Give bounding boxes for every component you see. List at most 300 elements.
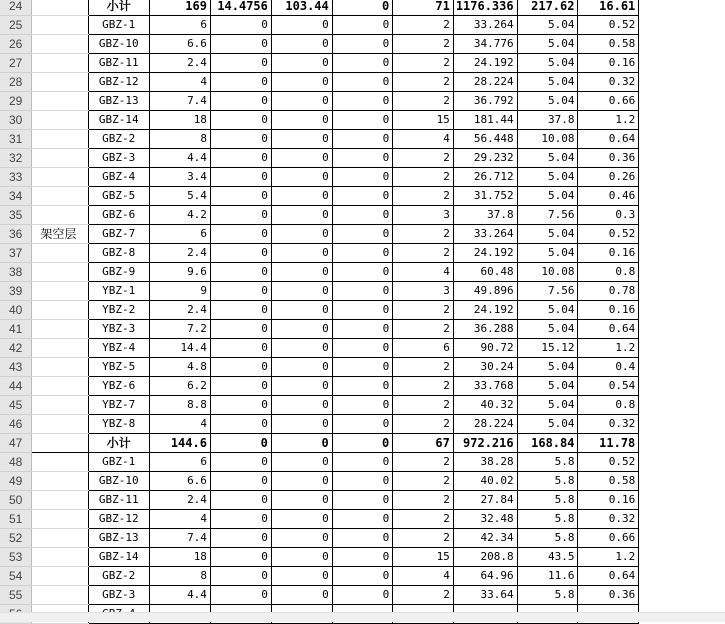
group-cell[interactable] <box>32 244 89 263</box>
value-cell[interactable]: 24.192 <box>453 244 517 263</box>
value-cell[interactable]: 0 <box>332 263 392 282</box>
component-name-cell[interactable]: GBZ-11 <box>89 491 150 510</box>
value-cell[interactable]: 0.3 <box>578 206 639 225</box>
empty-cell[interactable] <box>639 491 725 510</box>
value-cell[interactable]: 0 <box>210 244 271 263</box>
value-cell[interactable]: 0 <box>332 358 392 377</box>
value-cell[interactable]: 29.232 <box>453 149 517 168</box>
value-cell[interactable]: 0 <box>332 377 392 396</box>
value-cell[interactable]: 0.66 <box>578 92 639 111</box>
value-cell[interactable]: 5.04 <box>517 225 578 244</box>
component-name-cell[interactable]: YBZ-6 <box>89 377 150 396</box>
value-cell[interactable]: 71 <box>393 0 454 16</box>
group-cell[interactable] <box>32 282 89 301</box>
row-number-header[interactable]: 30 <box>0 111 32 130</box>
value-cell[interactable]: 2.4 <box>150 301 211 320</box>
value-cell[interactable]: 0 <box>271 339 332 358</box>
component-name-cell[interactable]: GBZ-12 <box>89 73 150 92</box>
value-cell[interactable]: 5.8 <box>517 472 578 491</box>
value-cell[interactable]: 5.04 <box>517 244 578 263</box>
row-number-header[interactable]: 45 <box>0 396 32 415</box>
value-cell[interactable]: 4 <box>150 415 211 434</box>
value-cell[interactable]: 0 <box>271 187 332 206</box>
group-cell[interactable] <box>32 149 89 168</box>
value-cell[interactable]: 5.04 <box>517 168 578 187</box>
value-cell[interactable]: 0.58 <box>578 35 639 54</box>
empty-cell[interactable] <box>639 73 725 92</box>
value-cell[interactable]: 8 <box>150 567 211 586</box>
value-cell[interactable]: 0 <box>210 54 271 73</box>
value-cell[interactable]: 2 <box>393 358 454 377</box>
component-name-cell[interactable]: GBZ-12 <box>89 510 150 529</box>
empty-cell[interactable] <box>639 16 725 35</box>
group-cell[interactable] <box>32 130 89 149</box>
group-cell[interactable] <box>32 111 89 130</box>
value-cell[interactable]: 40.32 <box>453 396 517 415</box>
value-cell[interactable]: 6 <box>150 16 211 35</box>
value-cell[interactable]: 0 <box>271 529 332 548</box>
empty-cell[interactable] <box>639 225 725 244</box>
value-cell[interactable]: 18 <box>150 548 211 567</box>
row-number-header[interactable]: 24 <box>0 0 32 16</box>
value-cell[interactable]: 8 <box>150 130 211 149</box>
row-number-header[interactable]: 32 <box>0 149 32 168</box>
value-cell[interactable]: 0.16 <box>578 54 639 73</box>
value-cell[interactable]: 14.4756 <box>210 0 271 16</box>
empty-cell[interactable] <box>639 301 725 320</box>
value-cell[interactable]: 0 <box>210 491 271 510</box>
value-cell[interactable]: 2 <box>393 187 454 206</box>
component-name-cell[interactable]: GBZ-8 <box>89 244 150 263</box>
value-cell[interactable]: 5.8 <box>517 510 578 529</box>
value-cell[interactable]: 16.61 <box>578 0 639 16</box>
value-cell[interactable]: 0.16 <box>578 244 639 263</box>
component-name-cell[interactable]: GBZ-13 <box>89 92 150 111</box>
value-cell[interactable]: 0.64 <box>578 320 639 339</box>
value-cell[interactable]: 1.2 <box>578 548 639 567</box>
component-name-cell[interactable]: GBZ-2 <box>89 567 150 586</box>
empty-cell[interactable] <box>639 206 725 225</box>
value-cell[interactable]: 0 <box>210 320 271 339</box>
horizontal-scrollbar[interactable] <box>0 612 725 622</box>
value-cell[interactable]: 0 <box>271 491 332 510</box>
value-cell[interactable]: 5.8 <box>517 491 578 510</box>
empty-cell[interactable] <box>639 282 725 301</box>
value-cell[interactable]: 0 <box>332 339 392 358</box>
value-cell[interactable]: 0 <box>210 339 271 358</box>
value-cell[interactable]: 24.192 <box>453 54 517 73</box>
value-cell[interactable]: 0.32 <box>578 73 639 92</box>
group-cell[interactable] <box>32 263 89 282</box>
row-number-header[interactable]: 27 <box>0 54 32 73</box>
value-cell[interactable]: 90.72 <box>453 339 517 358</box>
value-cell[interactable]: 0.64 <box>578 130 639 149</box>
value-cell[interactable]: 0 <box>332 301 392 320</box>
value-cell[interactable]: 2 <box>393 149 454 168</box>
value-cell[interactable]: 5.04 <box>517 320 578 339</box>
component-name-cell[interactable]: YBZ-7 <box>89 396 150 415</box>
value-cell[interactable]: 0 <box>271 415 332 434</box>
value-cell[interactable]: 0 <box>332 244 392 263</box>
row-number-header[interactable]: 50 <box>0 491 32 510</box>
value-cell[interactable]: 0 <box>210 16 271 35</box>
value-cell[interactable]: 0.16 <box>578 301 639 320</box>
value-cell[interactable]: 0 <box>332 206 392 225</box>
value-cell[interactable]: 33.264 <box>453 225 517 244</box>
value-cell[interactable]: 3.4 <box>150 168 211 187</box>
value-cell[interactable]: 5.04 <box>517 187 578 206</box>
value-cell[interactable]: 36.288 <box>453 320 517 339</box>
value-cell[interactable]: 5.4 <box>150 187 211 206</box>
value-cell[interactable]: 0 <box>332 282 392 301</box>
value-cell[interactable]: 7.4 <box>150 92 211 111</box>
value-cell[interactable]: 6 <box>150 225 211 244</box>
value-cell[interactable]: 0 <box>271 434 332 453</box>
value-cell[interactable]: 0 <box>210 472 271 491</box>
group-cell[interactable] <box>32 339 89 358</box>
component-name-cell[interactable]: YBZ-1 <box>89 282 150 301</box>
value-cell[interactable]: 64.96 <box>453 567 517 586</box>
component-name-cell[interactable]: 小计 <box>89 434 150 453</box>
value-cell[interactable]: 43.5 <box>517 548 578 567</box>
component-name-cell[interactable]: 小计 <box>89 0 150 16</box>
value-cell[interactable]: 0 <box>332 510 392 529</box>
value-cell[interactable]: 0 <box>332 529 392 548</box>
value-cell[interactable]: 168.84 <box>517 434 578 453</box>
group-cell[interactable] <box>32 73 89 92</box>
value-cell[interactable]: 33.64 <box>453 586 517 605</box>
value-cell[interactable]: 0 <box>271 358 332 377</box>
value-cell[interactable]: 217.62 <box>517 0 578 16</box>
value-cell[interactable]: 2 <box>393 491 454 510</box>
component-name-cell[interactable]: GBZ-10 <box>89 472 150 491</box>
value-cell[interactable]: 0 <box>271 320 332 339</box>
value-cell[interactable]: 11.6 <box>517 567 578 586</box>
value-cell[interactable]: 5.04 <box>517 396 578 415</box>
value-cell[interactable]: 0 <box>210 282 271 301</box>
value-cell[interactable]: 0 <box>332 168 392 187</box>
group-cell[interactable] <box>32 396 89 415</box>
value-cell[interactable]: 0 <box>271 282 332 301</box>
value-cell[interactable]: 0.26 <box>578 168 639 187</box>
row-number-header[interactable]: 35 <box>0 206 32 225</box>
value-cell[interactable]: 0 <box>332 225 392 244</box>
value-cell[interactable]: 8.8 <box>150 396 211 415</box>
value-cell[interactable]: 5.04 <box>517 92 578 111</box>
value-cell[interactable]: 0 <box>271 567 332 586</box>
value-cell[interactable]: 56.448 <box>453 130 517 149</box>
row-number-header[interactable]: 39 <box>0 282 32 301</box>
value-cell[interactable]: 169 <box>150 0 211 16</box>
group-cell[interactable] <box>32 510 89 529</box>
value-cell[interactable]: 5.04 <box>517 54 578 73</box>
value-cell[interactable]: 0 <box>210 434 271 453</box>
empty-cell[interactable] <box>639 168 725 187</box>
value-cell[interactable]: 0 <box>332 0 392 16</box>
value-cell[interactable]: 0 <box>210 301 271 320</box>
value-cell[interactable]: 0 <box>210 73 271 92</box>
value-cell[interactable]: 0 <box>332 73 392 92</box>
group-cell[interactable] <box>32 358 89 377</box>
row-number-header[interactable]: 49 <box>0 472 32 491</box>
value-cell[interactable]: 0 <box>332 415 392 434</box>
component-name-cell[interactable]: GBZ-11 <box>89 54 150 73</box>
group-label-cell[interactable]: 架空层 <box>32 225 89 244</box>
component-name-cell[interactable]: GBZ-3 <box>89 586 150 605</box>
value-cell[interactable]: 0 <box>271 35 332 54</box>
value-cell[interactable]: 0 <box>332 586 392 605</box>
value-cell[interactable]: 4.4 <box>150 586 211 605</box>
value-cell[interactable]: 2 <box>393 529 454 548</box>
value-cell[interactable]: 0.8 <box>578 263 639 282</box>
value-cell[interactable]: 60.48 <box>453 263 517 282</box>
value-cell[interactable]: 4.2 <box>150 206 211 225</box>
value-cell[interactable]: 7.2 <box>150 320 211 339</box>
value-cell[interactable]: 0.36 <box>578 586 639 605</box>
value-cell[interactable]: 0.52 <box>578 225 639 244</box>
value-cell[interactable]: 5.04 <box>517 377 578 396</box>
value-cell[interactable]: 0 <box>271 453 332 472</box>
value-cell[interactable]: 28.224 <box>453 73 517 92</box>
value-cell[interactable]: 0.8 <box>578 396 639 415</box>
group-cell[interactable] <box>32 434 89 453</box>
value-cell[interactable]: 0 <box>332 396 392 415</box>
value-cell[interactable]: 38.28 <box>453 453 517 472</box>
value-cell[interactable]: 0 <box>271 586 332 605</box>
value-cell[interactable]: 10.08 <box>517 263 578 282</box>
value-cell[interactable]: 2 <box>393 54 454 73</box>
empty-cell[interactable] <box>639 263 725 282</box>
value-cell[interactable]: 0.58 <box>578 472 639 491</box>
empty-cell[interactable] <box>639 320 725 339</box>
value-cell[interactable]: 2 <box>393 16 454 35</box>
row-number-header[interactable]: 52 <box>0 529 32 548</box>
component-name-cell[interactable]: YBZ-2 <box>89 301 150 320</box>
value-cell[interactable]: 0 <box>271 16 332 35</box>
value-cell[interactable]: 0.32 <box>578 415 639 434</box>
value-cell[interactable]: 0 <box>332 320 392 339</box>
value-cell[interactable]: 0 <box>271 225 332 244</box>
value-cell[interactable]: 0 <box>332 54 392 73</box>
empty-cell[interactable] <box>639 453 725 472</box>
group-cell[interactable] <box>32 586 89 605</box>
value-cell[interactable]: 49.896 <box>453 282 517 301</box>
empty-cell[interactable] <box>639 149 725 168</box>
value-cell[interactable]: 7.56 <box>517 282 578 301</box>
value-cell[interactable]: 0.52 <box>578 16 639 35</box>
group-cell[interactable] <box>32 472 89 491</box>
component-name-cell[interactable]: GBZ-9 <box>89 263 150 282</box>
group-cell[interactable] <box>32 377 89 396</box>
value-cell[interactable]: 0 <box>332 130 392 149</box>
value-cell[interactable]: 181.44 <box>453 111 517 130</box>
value-cell[interactable]: 0.16 <box>578 491 639 510</box>
value-cell[interactable]: 2 <box>393 244 454 263</box>
value-cell[interactable]: 5.04 <box>517 301 578 320</box>
row-number-header[interactable]: 28 <box>0 73 32 92</box>
value-cell[interactable]: 0 <box>210 206 271 225</box>
value-cell[interactable]: 5.04 <box>517 358 578 377</box>
value-cell[interactable]: 0 <box>210 168 271 187</box>
empty-cell[interactable] <box>639 339 725 358</box>
value-cell[interactable]: 30.24 <box>453 358 517 377</box>
value-cell[interactable]: 0 <box>210 548 271 567</box>
value-cell[interactable]: 0 <box>210 92 271 111</box>
value-cell[interactable]: 2 <box>393 73 454 92</box>
value-cell[interactable]: 0 <box>271 548 332 567</box>
value-cell[interactable]: 144.6 <box>150 434 211 453</box>
group-cell[interactable] <box>32 187 89 206</box>
value-cell[interactable]: 4 <box>150 73 211 92</box>
value-cell[interactable]: 0 <box>210 263 271 282</box>
row-number-header[interactable]: 48 <box>0 453 32 472</box>
component-name-cell[interactable]: GBZ-10 <box>89 35 150 54</box>
row-number-header[interactable]: 43 <box>0 358 32 377</box>
group-cell[interactable] <box>32 567 89 586</box>
value-cell[interactable]: 33.768 <box>453 377 517 396</box>
component-name-cell[interactable]: GBZ-6 <box>89 206 150 225</box>
row-number-header[interactable]: 26 <box>0 35 32 54</box>
value-cell[interactable]: 5.8 <box>517 529 578 548</box>
value-cell[interactable]: 6 <box>393 339 454 358</box>
value-cell[interactable]: 0 <box>271 396 332 415</box>
group-cell[interactable] <box>32 35 89 54</box>
value-cell[interactable]: 1.2 <box>578 111 639 130</box>
value-cell[interactable]: 0.66 <box>578 529 639 548</box>
value-cell[interactable]: 6 <box>150 453 211 472</box>
group-cell[interactable] <box>32 301 89 320</box>
value-cell[interactable]: 34.776 <box>453 35 517 54</box>
value-cell[interactable]: 2 <box>393 453 454 472</box>
empty-cell[interactable] <box>639 567 725 586</box>
component-name-cell[interactable]: GBZ-3 <box>89 149 150 168</box>
value-cell[interactable]: 0 <box>271 73 332 92</box>
component-name-cell[interactable]: YBZ-8 <box>89 415 150 434</box>
value-cell[interactable]: 27.84 <box>453 491 517 510</box>
row-number-header[interactable]: 33 <box>0 168 32 187</box>
value-cell[interactable]: 6.6 <box>150 35 211 54</box>
value-cell[interactable]: 7.4 <box>150 529 211 548</box>
value-cell[interactable]: 0 <box>332 149 392 168</box>
value-cell[interactable]: 0 <box>271 377 332 396</box>
row-number-header[interactable]: 55 <box>0 586 32 605</box>
value-cell[interactable]: 0 <box>210 225 271 244</box>
value-cell[interactable]: 67 <box>393 434 454 453</box>
value-cell[interactable]: 6.6 <box>150 472 211 491</box>
value-cell[interactable]: 0 <box>332 472 392 491</box>
row-number-header[interactable]: 44 <box>0 377 32 396</box>
value-cell[interactable]: 5.04 <box>517 415 578 434</box>
value-cell[interactable]: 0 <box>210 149 271 168</box>
value-cell[interactable]: 2 <box>393 415 454 434</box>
group-cell[interactable] <box>32 453 89 472</box>
value-cell[interactable]: 0 <box>210 453 271 472</box>
component-name-cell[interactable]: GBZ-1 <box>89 453 150 472</box>
value-cell[interactable]: 2 <box>393 35 454 54</box>
group-cell[interactable] <box>32 491 89 510</box>
value-cell[interactable]: 0 <box>210 396 271 415</box>
value-cell[interactable]: 4.4 <box>150 149 211 168</box>
value-cell[interactable]: 2.4 <box>150 244 211 263</box>
group-cell[interactable] <box>32 168 89 187</box>
value-cell[interactable]: 0.4 <box>578 358 639 377</box>
value-cell[interactable]: 2 <box>393 320 454 339</box>
row-number-header[interactable]: 29 <box>0 92 32 111</box>
component-name-cell[interactable]: GBZ-7 <box>89 225 150 244</box>
value-cell[interactable]: 37.8 <box>517 111 578 130</box>
value-cell[interactable]: 11.78 <box>578 434 639 453</box>
value-cell[interactable]: 0 <box>210 529 271 548</box>
value-cell[interactable]: 5.8 <box>517 586 578 605</box>
row-number-header[interactable]: 37 <box>0 244 32 263</box>
value-cell[interactable]: 0 <box>210 35 271 54</box>
value-cell[interactable]: 2 <box>393 301 454 320</box>
value-cell[interactable]: 0 <box>332 92 392 111</box>
value-cell[interactable]: 28.224 <box>453 415 517 434</box>
value-cell[interactable]: 36.792 <box>453 92 517 111</box>
value-cell[interactable]: 0 <box>332 35 392 54</box>
value-cell[interactable]: 208.8 <box>453 548 517 567</box>
value-cell[interactable]: 2.4 <box>150 491 211 510</box>
value-cell[interactable]: 0 <box>332 567 392 586</box>
value-cell[interactable]: 2 <box>393 168 454 187</box>
component-name-cell[interactable]: GBZ-2 <box>89 130 150 149</box>
value-cell[interactable]: 5.04 <box>517 35 578 54</box>
value-cell[interactable]: 15 <box>393 111 454 130</box>
value-cell[interactable]: 3 <box>393 206 454 225</box>
empty-cell[interactable] <box>639 472 725 491</box>
value-cell[interactable]: 6.2 <box>150 377 211 396</box>
value-cell[interactable]: 0 <box>210 415 271 434</box>
value-cell[interactable]: 33.264 <box>453 16 517 35</box>
value-cell[interactable]: 4.8 <box>150 358 211 377</box>
value-cell[interactable]: 0 <box>210 187 271 206</box>
value-cell[interactable]: 0.32 <box>578 510 639 529</box>
row-number-header[interactable]: 36 <box>0 225 32 244</box>
value-cell[interactable]: 0 <box>271 206 332 225</box>
empty-cell[interactable] <box>639 130 725 149</box>
empty-cell[interactable] <box>639 548 725 567</box>
value-cell[interactable]: 9.6 <box>150 263 211 282</box>
value-cell[interactable]: 0 <box>332 491 392 510</box>
group-cell[interactable] <box>32 529 89 548</box>
value-cell[interactable]: 0 <box>271 168 332 187</box>
value-cell[interactable]: 0 <box>271 244 332 263</box>
value-cell[interactable]: 40.02 <box>453 472 517 491</box>
empty-cell[interactable] <box>639 434 725 453</box>
value-cell[interactable]: 0 <box>210 111 271 130</box>
component-name-cell[interactable]: GBZ-14 <box>89 548 150 567</box>
value-cell[interactable]: 0 <box>332 16 392 35</box>
empty-cell[interactable] <box>639 396 725 415</box>
group-cell[interactable] <box>32 0 89 16</box>
value-cell[interactable]: 2 <box>393 472 454 491</box>
value-cell[interactable]: 2 <box>393 396 454 415</box>
value-cell[interactable]: 1.2 <box>578 339 639 358</box>
row-number-header[interactable]: 47 <box>0 434 32 453</box>
value-cell[interactable]: 2 <box>393 92 454 111</box>
value-cell[interactable]: 1176.336 <box>453 0 517 16</box>
value-cell[interactable]: 0.54 <box>578 377 639 396</box>
value-cell[interactable]: 2 <box>393 377 454 396</box>
value-cell[interactable]: 5.8 <box>517 453 578 472</box>
component-name-cell[interactable]: YBZ-4 <box>89 339 150 358</box>
empty-cell[interactable] <box>639 111 725 130</box>
value-cell[interactable]: 0 <box>271 92 332 111</box>
row-number-header[interactable]: 34 <box>0 187 32 206</box>
component-name-cell[interactable]: GBZ-13 <box>89 529 150 548</box>
value-cell[interactable]: 0 <box>332 111 392 130</box>
